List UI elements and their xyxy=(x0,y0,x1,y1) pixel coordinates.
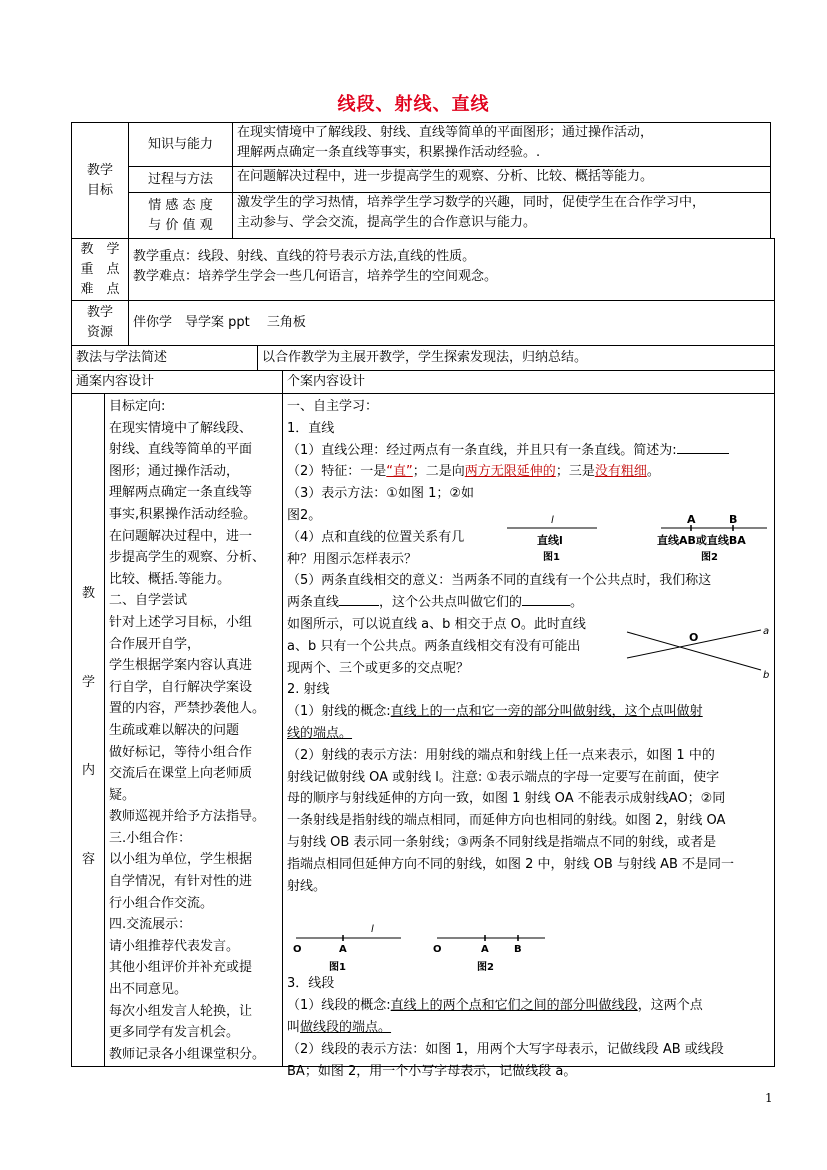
left-line: 图形；通过操作活动， xyxy=(109,463,240,479)
line-ab-caption: 图2 xyxy=(701,552,718,563)
left-line: 二、自学尝试 xyxy=(109,593,188,609)
left-line: 教师记录各小组课堂积分。 xyxy=(109,1046,266,1062)
info-table xyxy=(71,238,775,371)
left-line: 在现实情境中了解线段、 xyxy=(109,420,253,436)
goals-label: 教学 目标 xyxy=(72,123,129,239)
ray2-label-a: A xyxy=(481,944,489,955)
s1-l3: （3）表示方法：①如图 1；②如 图2。 xyxy=(287,486,474,523)
figure-line-ab xyxy=(657,512,782,564)
left-line: 三.小组合作： xyxy=(109,830,192,846)
left-line: 目标定向: xyxy=(109,399,166,414)
s1-l5: （5）两条直线相交的意义：当两条不同的直线有一个公共点时，我们称这 两条直线 ，这个公共点叫做它们的 。 xyxy=(287,573,712,611)
left-line: 做好标记，等待小组合作 xyxy=(109,744,253,760)
line-l-label: l xyxy=(551,515,554,526)
left-line: 每次小组发言人轮换，让 xyxy=(109,1003,253,1019)
methods-label: 教法与学法简述 xyxy=(72,346,258,371)
left-line: 以小组为单位，学生根据 xyxy=(109,852,253,868)
ray2-label-b: B xyxy=(514,944,522,955)
figure-ray-1 xyxy=(293,922,403,974)
intersect-label-a: a xyxy=(763,626,770,637)
left-line: 学生根据学案内容认真进 xyxy=(109,658,253,674)
resources-text: 伴你学 导学案 ppt 三角板 xyxy=(129,301,775,346)
left-line: 生疏或难以解决的问题 xyxy=(109,722,240,738)
left-line: 四.交流展示： xyxy=(109,917,192,933)
line-ab-name: 直线AB或直线BA xyxy=(657,534,746,547)
goal-knowledge-name: 知识与能力 xyxy=(129,123,233,167)
left-line: 比较、概括.等能力。 xyxy=(109,571,231,587)
left-line: 合作展开自学， xyxy=(109,636,201,652)
figure-ray-2 xyxy=(433,922,548,974)
left-line: 理解两点确定一条直线等 xyxy=(109,485,253,501)
left-line: 疑。 xyxy=(109,787,136,803)
left-line: 在问题解决过程中，进一 xyxy=(109,528,253,544)
ray1-label-a: A xyxy=(339,944,347,955)
ray1-label-l: l xyxy=(371,924,374,935)
s1-line-title: 1．直线 xyxy=(287,420,335,436)
s1-l2: （2）特征：一是“直”；二是向两方无限延伸的；三是没有粗细。 xyxy=(287,464,660,480)
left-line: 更多同学有发言机会。 xyxy=(109,1025,240,1041)
goal-knowledge-text: 在现实情境中了解线段、射线、直线等简单的平面图形；通过操作活动， 理解两点确定一条直线等事实，积累操作活动经验。. xyxy=(233,123,771,167)
keypoints-text: 教学重点：线段、射线、直线的符号表示方法,直线的性质。 教学难点：培养学生学会一些几何语言，培养学生的空间观念。 xyxy=(129,239,775,301)
figure-line-l xyxy=(507,514,597,564)
left-line: 射线、直线等简单的平面 xyxy=(109,442,253,458)
left-line: 出不同意见。 xyxy=(109,982,188,998)
methods-text: 以合作教学为主展开教学，学生探索发现法，归纳总结。 xyxy=(258,346,775,371)
line-ab-label-b: B xyxy=(729,513,738,526)
line-l-caption: 图1 xyxy=(543,552,560,563)
left-line: 交流后在课堂上向老师质 xyxy=(109,766,253,782)
left-column xyxy=(105,394,283,1067)
s3-g2: （2）线段的表示方法：如图 1，用两个大写字母表示，记做线段 AB 或线段 BA；如图 2，用一个小写字母表示，记做线段 a。 xyxy=(287,1041,724,1079)
goal-emotion-text: 激发学生的学习热情，培养学生学习数学的兴趣，同时，促使学生在合作学习中， 主动参与、学会交流，提高学生的合作意识与能力。 xyxy=(233,193,771,239)
s3-g1: （1）线段的概念:直线上的两个点和它们之间的部分叫做线段，这两个点 叫做线段的端点。 xyxy=(287,998,703,1035)
intersect-label-b: b xyxy=(763,670,770,681)
intersect-label-o: O xyxy=(689,631,699,644)
ray1-label-o: O xyxy=(293,944,302,955)
ray2-caption: 图2 xyxy=(477,962,494,973)
left-line: 行自学，自行解决学案设 xyxy=(109,679,253,695)
s1-l6: 如图所示，可以说直线 a、b 相交于点 O。此时直线 a、b 只有一个公共点。两条直线相交有没有可能出 现两个、三个或更多的交点呢？ xyxy=(287,616,586,676)
page-number: 1 xyxy=(765,1091,773,1105)
s1-l1: （1）直线公理：经过两点有一条直线，并且只有一条直线。简述为: xyxy=(287,440,774,462)
left-line: 事实,积累操作活动经验。 xyxy=(109,506,257,522)
left-lines xyxy=(109,396,282,1065)
figure-intersect xyxy=(623,622,773,682)
s2-title: 2. 射线 xyxy=(287,682,330,698)
goals-table xyxy=(71,122,771,239)
s1-l4: （4）点和直线的位置关系有几 种？用图示怎样表示？ xyxy=(287,529,465,567)
left-line: 其他小组评价并补充或提 xyxy=(109,960,253,976)
goal-process-name: 过程与方法 xyxy=(129,167,233,193)
goal-emotion-name: 情 感 态 度 与 价 值 观 xyxy=(129,193,233,239)
keypoints-label: 教 学 重 点 难 点 xyxy=(72,239,129,301)
header-left: 通案内容设计 xyxy=(72,371,283,394)
content-label: 教 学 内 容 xyxy=(72,394,105,1067)
s1-title: 一、自主学习： xyxy=(287,399,379,414)
goal-process-text: 在问题解决过程中，进一步提高学生的观察、分析、比较、概括等能力。 xyxy=(233,167,771,193)
page-title: 线段、射线、直线 xyxy=(337,94,490,115)
left-line: 请小组推荐代表发言。 xyxy=(109,938,240,954)
right-column xyxy=(283,394,775,1079)
resources-label: 教学 资源 xyxy=(72,301,129,346)
line-ab-label-a: A xyxy=(687,513,696,526)
left-line: 置的内容，严禁抄袭他人。 xyxy=(109,701,266,717)
left-line: 步提高学生的观察、分析、 xyxy=(109,550,266,566)
left-line: 针对上述学习目标，小组 xyxy=(109,614,253,630)
s2-r2: （2）射线的表示方法：用射线的端点和射线上任一点来表示，如图 1 中的 射线记做射线 OA 或射线 l。注意: ①表示端点的字母一定要写在前面，使字 母的顺序与射线延伸的方向一致，如图 1 射线 OA 不能表示成射线AO；②同 一条射线是指射线的端点相同，而延伸方向也相同的射线。如图 2，射线 OA 与射线 OB 表示同一条射线；③两条不同射线是指端点不同的射线，或者是 指端点相同但延伸方向不同的射线，如图 2 中，射线 OB 与射线 AB 不是同一 射线。 xyxy=(287,747,735,894)
left-line: 自学情况，有针对性的进 xyxy=(109,874,253,890)
left-line: 教师巡视并给予方法指导。 xyxy=(109,809,266,825)
s3-title: 3．线段 xyxy=(287,976,335,992)
s2-r1: （1）射线的概念:直线上的一点和它一旁的部分叫做射线，这个点叫做射 线的端点。 xyxy=(287,704,703,741)
line-l-name: 直线l xyxy=(537,534,563,547)
header-right: 个案内容设计 xyxy=(283,371,775,394)
ray2-label-o: O xyxy=(433,944,442,955)
ray1-caption: 图1 xyxy=(329,962,346,973)
left-line: 行小组合作交流。 xyxy=(109,895,214,911)
content-table xyxy=(71,370,775,1079)
